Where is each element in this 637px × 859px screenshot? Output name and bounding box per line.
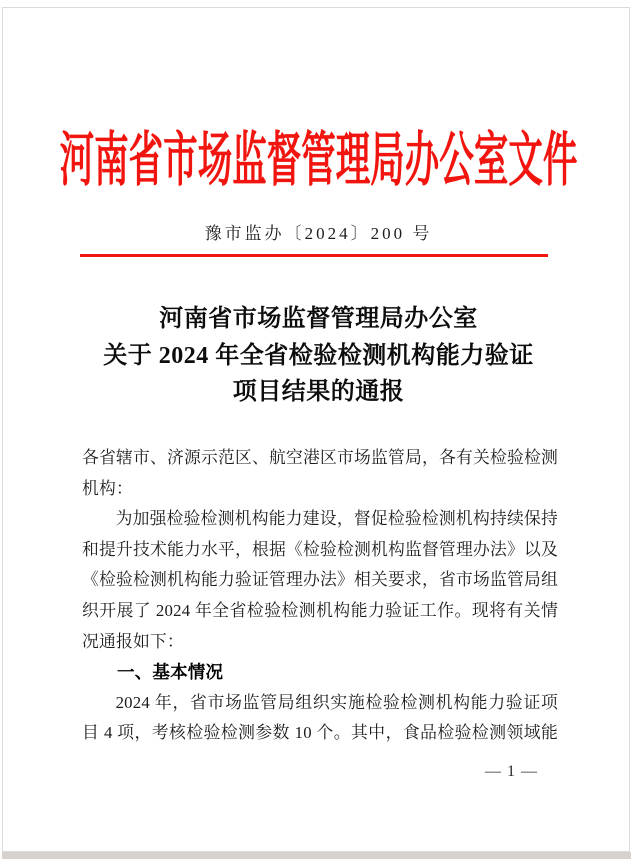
body-line: 为加强检验检测机构能力建设，督促检验检测机构持续保持	[115, 509, 558, 529]
body-line-addressees-end: 机构：	[82, 478, 133, 498]
document-title-line-1: 河南省市场监督管理局办公室	[159, 306, 478, 332]
body-line: 目 4 项，考核检验检测参数 10 个。其中，食品检验检测领域能	[82, 723, 558, 743]
body-line: 况通报如下：	[82, 631, 184, 651]
official-red-header	[0, 127, 637, 193]
red-separator-line	[80, 254, 548, 257]
document-body	[82, 443, 558, 749]
document-title-line-2: 关于 2024 年全省检验检测机构能力验证	[103, 342, 534, 369]
issuing-agency-header-title: 河南省市场监督管理局办公室文件	[59, 127, 578, 193]
body-line-addressees: 各省辖市、济源示范区、航空港区市场监管局，各有关检验检测	[82, 448, 558, 467]
document-reference-number: 豫市监办〔2024〕200 号	[204, 224, 433, 243]
body-line: 《检验检测机构能力验证管理办法》相关要求，省市场监管局组	[82, 570, 558, 590]
body-line: 和提升技术能力水平，根据《检验检测机构监督管理办法》以及	[82, 539, 558, 559]
document-title	[0, 301, 637, 411]
page-bottom-edge	[2, 852, 631, 859]
document-title-line-3: 项目结果的通报	[232, 379, 405, 405]
body-line: 2024 年，省市场监管局组织实施检验检测机构能力验证项	[115, 692, 558, 712]
page-number: — 1 —	[485, 763, 538, 780]
section-heading-basic-situation: 一、基本情况	[117, 662, 224, 683]
body-line: 织开展了 2024 年全省检验检测机构能力验证工作。现将有关情	[82, 600, 558, 620]
